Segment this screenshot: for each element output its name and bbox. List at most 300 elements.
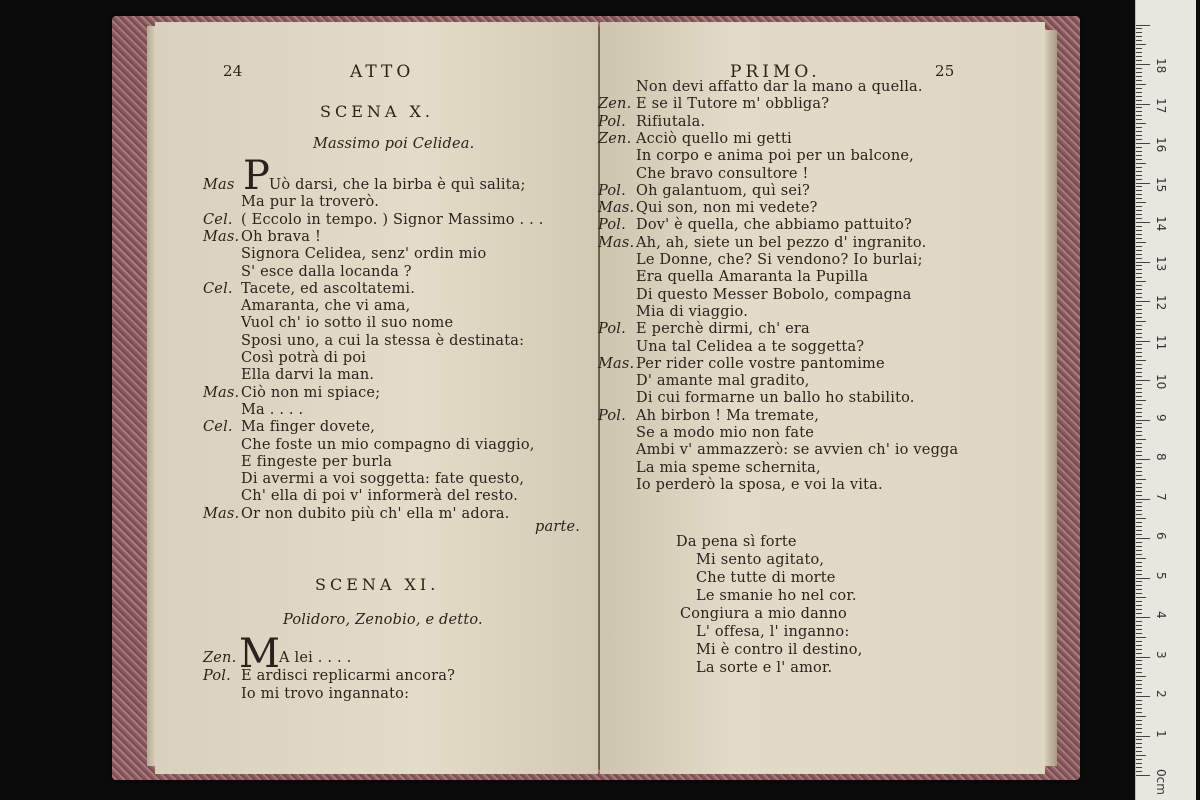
ruler-tick <box>1136 479 1146 480</box>
ruler-tick <box>1136 649 1142 650</box>
ruler-tick <box>1136 542 1142 543</box>
ruler-tick <box>1136 526 1142 527</box>
speaker-label: Pol. <box>598 321 626 338</box>
ruler-tick <box>1136 664 1142 665</box>
verse-line: Che foste un mio compagno di viaggio, <box>241 436 535 453</box>
ruler-tick <box>1136 736 1150 737</box>
ruler-tick <box>1136 578 1150 579</box>
ruler-tick <box>1136 743 1142 744</box>
ruler-tick <box>1136 660 1142 661</box>
verse-line: Signora Celidea, senz' ordin mio <box>241 246 487 263</box>
ruler-tick <box>1136 396 1142 397</box>
ruler-tick <box>1136 250 1142 251</box>
ruler-tick <box>1136 495 1142 496</box>
ruler-tick <box>1136 100 1142 101</box>
ruler-tick <box>1136 131 1142 132</box>
verse-line: Se a modo mio non fate <box>636 425 815 441</box>
ruler-label: 2 <box>1154 690 1168 698</box>
ruler-label: 13 <box>1154 255 1168 271</box>
running-head: PRIMO. <box>730 62 821 82</box>
ruler-tick <box>1136 684 1142 685</box>
ruler-label: 3 <box>1154 650 1168 659</box>
verse-line: Ma pur la troverò. <box>241 194 380 211</box>
ruler-tick <box>1136 348 1142 349</box>
ruler-tick <box>1136 281 1146 282</box>
ruler-tick <box>1136 574 1142 575</box>
ruler-tick <box>1136 186 1142 187</box>
verse-line: Dov' è quella, che abbiamo pattuito? <box>636 217 912 234</box>
ruler-tick <box>1136 262 1150 263</box>
verse-line: Tacete, ed ascoltatemi. <box>241 280 416 297</box>
ruler-tick <box>1136 48 1142 49</box>
ruler-tick <box>1136 111 1142 112</box>
ruler-tick <box>1136 317 1142 318</box>
speaker-label: Pol. <box>203 668 231 684</box>
verse-line: Di cui formarne un ballo ho stabilito. <box>636 390 915 407</box>
aria-line: La sorte e l' amor. <box>696 660 833 676</box>
ruler-label: 17 <box>1154 97 1168 113</box>
ruler-tick <box>1136 502 1142 503</box>
ruler-tick <box>1136 617 1150 618</box>
ruler-tick <box>1136 657 1150 658</box>
ruler-tick <box>1136 171 1142 172</box>
ruler-tick <box>1136 605 1142 606</box>
ruler-tick <box>1136 198 1142 199</box>
verse-line: E ardisci replicarmi ancora? <box>241 668 456 684</box>
left-page <box>155 22 598 774</box>
ruler-tick <box>1136 289 1142 290</box>
verse-line: Ma . . . . <box>241 401 304 418</box>
ruler-tick <box>1136 305 1142 306</box>
ruler-tick <box>1136 724 1142 725</box>
ruler-tick <box>1136 214 1142 215</box>
aria-line: Le smanie ho nel cor. <box>696 588 857 604</box>
ruler-tick <box>1136 404 1142 405</box>
ruler-tick <box>1136 771 1142 772</box>
verse-line: Ch' ella di poi v' informerà del resto. <box>241 488 519 505</box>
verse-line: Le Donne, che? Si vendono? Io burlai; <box>636 252 923 268</box>
aria-line: Mi sento agitato, <box>696 552 825 568</box>
ruler-tick <box>1136 127 1142 128</box>
ruler-tick <box>1136 222 1150 223</box>
ruler-tick <box>1136 202 1146 203</box>
ruler-tick <box>1136 645 1142 646</box>
verse-line: E fingeste per burla <box>241 453 393 470</box>
ruler-tick <box>1136 321 1146 322</box>
ruler-tick <box>1136 265 1142 266</box>
aria-line: L' offesa, l' inganno: <box>696 624 850 640</box>
ruler-tick <box>1136 376 1142 377</box>
scene-title: SCENA XI. <box>315 575 440 594</box>
ruler-tick <box>1136 732 1142 733</box>
ruler-tick <box>1136 143 1150 144</box>
ruler-tick <box>1136 451 1142 452</box>
ruler-tick <box>1136 668 1142 669</box>
ruler-tick <box>1136 455 1142 456</box>
ruler-tick <box>1136 747 1142 748</box>
speaker-label: Cel. <box>203 211 233 228</box>
ruler-label: 15 <box>1154 176 1168 192</box>
ruler-tick <box>1136 273 1142 274</box>
verse-line: Io perderò la sposa, e voi la vita. <box>636 476 883 493</box>
verse-line: Così potrà di poi <box>241 350 367 366</box>
ruler-tick <box>1136 64 1150 65</box>
ruler-tick <box>1136 254 1142 255</box>
speaker-label: Mas. <box>598 234 635 251</box>
measurement-ruler <box>1135 0 1196 800</box>
scene-characters: Massimo poi Celidea. <box>313 136 475 152</box>
ruler-tick <box>1136 392 1142 393</box>
ruler-tick <box>1136 704 1142 705</box>
ruler-tick <box>1136 530 1142 531</box>
ruler-tick <box>1136 688 1142 689</box>
speaker-label: Pol. <box>598 217 626 234</box>
ruler-tick <box>1136 546 1142 547</box>
verse-line: E se il Tutore m' obbliga? <box>636 96 830 113</box>
ruler-tick <box>1136 589 1142 590</box>
ruler-tick <box>1136 562 1142 563</box>
ruler-label: 12 <box>1154 295 1168 311</box>
ruler-tick <box>1136 696 1150 697</box>
speaker-label: Mas <box>203 177 235 193</box>
ruler-tick <box>1136 388 1142 389</box>
ruler-tick <box>1136 226 1142 227</box>
ruler-tick <box>1136 775 1150 776</box>
ruler-tick <box>1136 755 1146 756</box>
verse-line: Ciò non mi spiace; <box>241 384 381 401</box>
ruler-tick <box>1136 147 1142 148</box>
ruler-tick <box>1136 337 1142 338</box>
ruler-tick <box>1136 641 1142 642</box>
aria-line: Che tutte di morte <box>696 570 836 586</box>
ruler-tick <box>1136 585 1142 586</box>
ruler-tick <box>1136 76 1142 77</box>
ruler-label: 9 <box>1154 413 1168 422</box>
ruler-tick <box>1136 720 1142 721</box>
ruler-label: 7 <box>1154 492 1168 501</box>
ruler-tick <box>1136 447 1142 448</box>
ruler-tick <box>1136 566 1142 567</box>
ruler-tick <box>1136 625 1142 626</box>
ruler-tick <box>1136 384 1142 385</box>
ruler-tick <box>1136 558 1146 559</box>
ruler-tick <box>1136 629 1142 630</box>
ruler-tick <box>1136 423 1142 424</box>
verse-line: Ma finger dovete, <box>241 419 376 436</box>
aria-line: Mi è contro il destino, <box>696 642 863 658</box>
ruler-tick <box>1136 435 1142 436</box>
speaker-label: Zen. <box>598 96 632 113</box>
ruler-tick <box>1136 210 1142 211</box>
ruler-tick <box>1136 491 1142 492</box>
verse-line: Vuol ch' io sotto il suo nome <box>241 315 454 332</box>
verse-line: Che bravo consultore ! <box>636 165 809 182</box>
ruler-tick <box>1136 40 1142 41</box>
ruler-tick <box>1136 269 1142 270</box>
ruler-tick <box>1136 534 1142 535</box>
ruler-tick <box>1136 36 1142 37</box>
ruler-tick <box>1136 443 1142 444</box>
ruler-tick <box>1136 301 1150 302</box>
ruler-tick <box>1136 230 1142 231</box>
ruler-tick <box>1136 159 1142 160</box>
ruler-tick <box>1136 52 1142 53</box>
ruler-tick <box>1136 352 1142 353</box>
ruler-tick <box>1136 581 1142 582</box>
verse-line: E perchè dirmi, ch' era <box>636 321 810 338</box>
ruler-tick <box>1136 439 1146 440</box>
ruler-tick <box>1136 637 1146 638</box>
verse-line: Di avermi a voi soggetta: fate questo, <box>241 471 525 488</box>
ruler-tick <box>1136 408 1142 409</box>
drop-cap: M <box>239 631 280 677</box>
ruler-tick <box>1136 522 1142 523</box>
ruler-tick <box>1136 246 1142 247</box>
ruler-tick <box>1136 712 1142 713</box>
speaker-label: Cel. <box>203 419 233 436</box>
ruler-tick <box>1136 621 1142 622</box>
right-page <box>600 22 1045 774</box>
aria-line: Congiura a mio danno <box>680 606 847 622</box>
ruler-tick <box>1136 341 1150 342</box>
stage-direction: parte. <box>535 519 581 535</box>
ruler-tick <box>1136 767 1142 768</box>
ruler-tick <box>1136 739 1142 740</box>
ruler-tick <box>1136 190 1142 191</box>
ruler-label: 1 <box>1154 729 1168 738</box>
ruler-tick <box>1136 613 1142 614</box>
speaker-label: Mas. <box>203 384 240 401</box>
ruler-tick <box>1136 751 1142 752</box>
ruler-tick <box>1136 297 1142 298</box>
ruler-tick <box>1136 499 1150 500</box>
ruler-tick <box>1136 601 1142 602</box>
speaker-label: Zen. <box>203 650 237 666</box>
ruler-tick <box>1136 325 1142 326</box>
ruler-tick <box>1136 175 1142 176</box>
verse-line: La mia speme schernita, <box>636 459 821 476</box>
ruler-tick <box>1136 72 1142 73</box>
ruler-tick <box>1136 471 1142 472</box>
ruler-tick <box>1136 206 1142 207</box>
ruler-label: 6 <box>1154 532 1168 540</box>
verse-line: Qui son, non mi vedete? <box>636 200 818 217</box>
verse-line: Per rider colle vostre pantomime <box>636 355 885 372</box>
verse-line: Amaranta, che vi ama, <box>241 298 411 315</box>
scene-title: SCENA X. <box>320 102 434 121</box>
ruler-tick <box>1136 123 1146 124</box>
drop-cap: P <box>243 153 270 199</box>
ruler-tick <box>1136 277 1142 278</box>
right-page-edge <box>1045 30 1057 766</box>
ruler-tick <box>1136 80 1142 81</box>
speaker-label: Mas. <box>203 228 240 245</box>
ruler-tick <box>1136 420 1150 421</box>
ruler-tick <box>1136 285 1142 286</box>
ruler-tick <box>1136 506 1142 507</box>
ruler-tick <box>1136 427 1142 428</box>
ruler-tick <box>1136 68 1142 69</box>
verse-line: Era quella Amaranta la Pupilla <box>636 269 869 286</box>
verse-line: Io mi trovo ingannato: <box>241 686 410 702</box>
verse-line: Uò darsi, che la birba è quì salita; <box>269 177 526 193</box>
ruler-tick <box>1136 716 1146 717</box>
ruler-tick <box>1136 467 1142 468</box>
verse-line: Oh galantuom, quì sei? <box>636 182 810 199</box>
ruler-tick <box>1136 475 1142 476</box>
ruler-tick <box>1136 56 1142 57</box>
ruler-tick <box>1136 728 1142 729</box>
ruler-tick <box>1136 313 1142 314</box>
speaker-label: Pol. <box>598 113 626 130</box>
ruler-label: 0cm <box>1154 769 1168 795</box>
ruler-tick <box>1136 680 1142 681</box>
ruler-tick <box>1136 32 1142 33</box>
ruler-tick <box>1136 88 1142 89</box>
ruler-tick <box>1136 194 1142 195</box>
verse-line: Mia di viaggio. <box>636 303 749 320</box>
ruler-tick <box>1136 483 1142 484</box>
ruler-tick <box>1136 463 1142 464</box>
ruler-tick <box>1136 692 1142 693</box>
verse-line: Non devi affatto dar la mano a quella. <box>636 79 923 95</box>
ruler-tick <box>1136 179 1142 180</box>
verse-line: Ambi v' ammazzerò: se avvien ch' io vegga <box>636 442 959 459</box>
ruler-tick <box>1136 380 1150 381</box>
ruler-label: 16 <box>1154 137 1168 153</box>
ruler-tick <box>1136 155 1142 156</box>
verse-line: ( Eccolo in tempo. ) Signor Massimo . . . <box>241 211 544 228</box>
ruler-tick <box>1136 139 1142 140</box>
ruler-tick <box>1136 360 1146 361</box>
verse-line: In corpo e anima poi per un balcone, <box>636 148 914 165</box>
ruler-tick <box>1136 356 1142 357</box>
ruler-tick <box>1136 518 1146 519</box>
verse-line: Ella darvi la man. <box>241 367 375 384</box>
left-page-edge <box>147 26 155 766</box>
speaker-label: Mas. <box>203 505 240 522</box>
ruler-label: 8 <box>1154 453 1168 461</box>
ruler-tick <box>1136 597 1146 598</box>
speaker-label: Mas. <box>598 200 635 217</box>
ruler-tick <box>1136 183 1150 184</box>
ruler-tick <box>1136 258 1142 259</box>
ruler-label: 11 <box>1154 334 1168 350</box>
verse-line: Rifiutala. <box>636 113 706 130</box>
ruler-tick <box>1136 293 1142 294</box>
ruler-tick <box>1136 459 1150 460</box>
verse-line: Or non dubito più ch' ella m' adora. <box>241 505 510 522</box>
ruler-tick <box>1136 759 1142 760</box>
ruler-tick <box>1136 333 1142 334</box>
ruler-tick <box>1136 416 1142 417</box>
ruler-tick <box>1136 44 1146 45</box>
ruler-tick <box>1136 167 1142 168</box>
ruler-tick <box>1136 550 1142 551</box>
ruler-tick <box>1136 135 1142 136</box>
page-number: 24 <box>223 62 243 80</box>
scene-characters: Polidoro, Zenobio, e detto. <box>283 612 483 628</box>
ruler-label: 5 <box>1154 571 1168 580</box>
ruler-tick <box>1136 676 1146 677</box>
speaker-label: Pol. <box>598 182 626 199</box>
ruler-tick <box>1136 28 1142 29</box>
ruler-tick <box>1136 104 1150 105</box>
ruler-tick <box>1136 242 1146 243</box>
ruler-tick <box>1136 372 1142 373</box>
ruler-tick <box>1136 653 1142 654</box>
ruler-tick <box>1136 329 1142 330</box>
ruler-label: 4 <box>1154 611 1168 619</box>
ruler-tick <box>1136 96 1142 97</box>
ruler-tick <box>1136 238 1142 239</box>
aria-line: Da pena sì forte <box>676 534 797 550</box>
ruler-tick <box>1136 514 1142 515</box>
ruler-tick <box>1136 609 1142 610</box>
ruler-tick <box>1136 368 1142 369</box>
ruler-tick <box>1136 554 1142 555</box>
ruler-tick <box>1136 708 1142 709</box>
ruler-tick <box>1136 84 1146 85</box>
ruler-tick <box>1136 107 1142 108</box>
ruler-tick <box>1136 633 1142 634</box>
ruler-label: 10 <box>1154 374 1168 390</box>
speaker-label: Cel. <box>203 280 233 297</box>
verse-line: Di questo Messer Bobolo, compagna <box>636 286 912 303</box>
ruler-tick <box>1136 60 1142 61</box>
ruler-tick <box>1136 234 1142 235</box>
verse-line: Ah birbon ! Ma tremate, <box>636 407 820 424</box>
verse-line: Acciò quello mi getti <box>636 130 792 147</box>
ruler-tick <box>1136 92 1142 93</box>
ruler-tick <box>1136 309 1142 310</box>
verse-line: A lei . . . . <box>279 650 352 666</box>
ruler-tick <box>1136 487 1142 488</box>
verse-line: S' esce dalla locanda ? <box>241 263 412 280</box>
verse-line: Oh brava ! <box>241 228 321 245</box>
verse-line: D' amante mal gradito, <box>636 373 810 390</box>
ruler-tick <box>1136 672 1142 673</box>
verse-line: Sposi uno, a cui la stessa è destinata: <box>241 332 525 349</box>
speaker-label: Pol. <box>598 407 626 424</box>
page-number: 25 <box>935 62 955 80</box>
ruler-tick <box>1136 538 1150 539</box>
speaker-label: Zen. <box>598 130 632 147</box>
ruler-tick <box>1136 510 1142 511</box>
ruler-label: 14 <box>1154 216 1168 232</box>
verse-line: Una tal Celidea a te soggetta? <box>636 338 865 355</box>
ruler-tick <box>1136 218 1142 219</box>
ruler-tick <box>1136 119 1142 120</box>
ruler-tick <box>1136 344 1142 345</box>
ruler-tick <box>1136 412 1142 413</box>
running-head: ATTO <box>350 62 415 82</box>
ruler-tick <box>1136 700 1142 701</box>
ruler-tick <box>1136 163 1146 164</box>
speaker-label: Mas. <box>598 355 635 372</box>
ruler-tick <box>1136 763 1142 764</box>
ruler-tick <box>1136 400 1146 401</box>
ruler-tick <box>1136 570 1142 571</box>
ruler-label: 18 <box>1154 58 1168 74</box>
ruler-tick <box>1136 151 1142 152</box>
ruler-tick <box>1136 25 1150 26</box>
ruler-tick <box>1136 593 1142 594</box>
verse-line: Ah, ah, siete un bel pezzo d' ingranito. <box>636 234 927 251</box>
ruler-tick <box>1136 115 1142 116</box>
ruler-tick <box>1136 431 1142 432</box>
ruler-tick <box>1136 364 1142 365</box>
